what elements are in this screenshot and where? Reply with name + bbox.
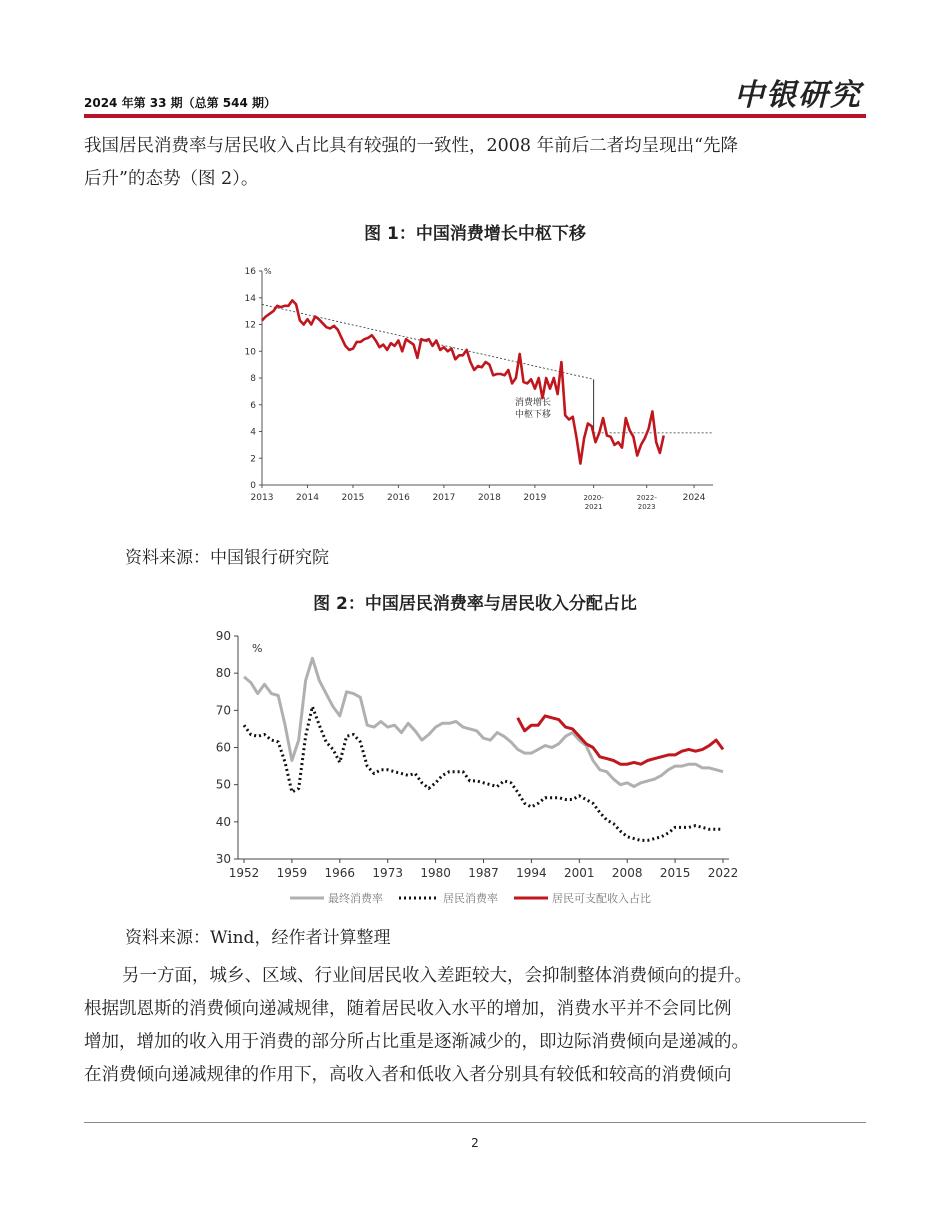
header-rule bbox=[84, 114, 866, 118]
paragraph-1-line-1: 我国居民消费率与居民收入占比具有较强的一致性，2008 年前后二者均呈现出“先降 bbox=[84, 136, 739, 156]
chart-2-legend bbox=[290, 890, 667, 906]
x-tick-label: 2024 bbox=[682, 493, 706, 503]
legend-label: 最终消费率 bbox=[328, 892, 383, 905]
legend-item-income-share bbox=[514, 890, 651, 906]
series-line-1 bbox=[244, 707, 723, 841]
y-tick-label: 60 bbox=[215, 740, 231, 755]
x-tick-label: 2019 bbox=[523, 493, 547, 503]
series-line-0 bbox=[244, 658, 723, 786]
x-tick-label: 1973 bbox=[372, 866, 403, 880]
x-tick-label: 2014 bbox=[296, 493, 319, 503]
paragraph-1 bbox=[84, 130, 874, 196]
paragraph-2-line-2: 根据凯恩斯的消费倾向递减规律，随着居民收入水平的增加，消费水平并不会同比例 bbox=[84, 999, 732, 1019]
x-tick-label: 2015 bbox=[341, 493, 365, 503]
paragraph-2 bbox=[84, 960, 874, 1092]
x-tick-label: 2008 bbox=[611, 866, 643, 880]
y-tick-label: 4 bbox=[250, 427, 256, 438]
logo: 中银研究 bbox=[734, 78, 862, 113]
y-tick-label: 30 bbox=[215, 852, 231, 866]
legend-item-final-consumption bbox=[290, 890, 383, 906]
y-tick-label: 16 bbox=[244, 267, 256, 277]
x-tick-label: 2018 bbox=[477, 493, 501, 503]
x-tick-label: 1959 bbox=[276, 866, 308, 880]
y-tick-label: 2 bbox=[250, 454, 256, 465]
annotation: 消费增长中枢下移 bbox=[514, 397, 551, 420]
x-tick-label: 2015 bbox=[659, 866, 691, 880]
chart-2 bbox=[210, 628, 739, 888]
chart-1 bbox=[235, 255, 725, 535]
issue-label: 2024 年第 33 期（总第 544 期） bbox=[84, 96, 277, 110]
paragraph-2-line-1: 另一方面，城乡、区域、行业间居民收入差距较大，会抑制整体消费倾向的提升。 bbox=[122, 966, 752, 986]
paragraph-1-line-2: 后升”的态势（图 2）。 bbox=[84, 169, 259, 189]
series-line-consumption-growth bbox=[262, 300, 664, 463]
y-tick-label: 0 bbox=[250, 481, 256, 491]
x-tick-label: 2020-2021 bbox=[583, 494, 604, 511]
legend-label: 居民消费率 bbox=[443, 892, 498, 905]
y-tick-label: 14 bbox=[244, 293, 256, 304]
y-unit-label: % bbox=[264, 267, 272, 276]
y-unit-label: % bbox=[252, 642, 263, 655]
x-tick-label: 2001 bbox=[564, 866, 595, 880]
y-tick-label: 40 bbox=[215, 814, 231, 829]
y-tick-label: 70 bbox=[215, 703, 231, 718]
legend-label: 居民可支配收入占比 bbox=[552, 892, 651, 905]
page-number: 2 bbox=[471, 1136, 479, 1150]
x-tick-label: 2017 bbox=[432, 493, 456, 503]
y-tick-label: 90 bbox=[215, 629, 231, 643]
x-tick-label: 2013 bbox=[250, 493, 274, 503]
footer-rule bbox=[84, 1122, 866, 1123]
x-tick-label: 1987 bbox=[468, 866, 499, 880]
x-tick-label: 2022 bbox=[707, 866, 739, 880]
x-tick-label: 1994 bbox=[516, 866, 547, 880]
figure-2-title: 图 2：中国居民消费率与居民收入分配占比 bbox=[313, 594, 637, 614]
y-tick-label: 80 bbox=[215, 666, 231, 681]
x-tick-label: 1966 bbox=[324, 866, 356, 880]
y-tick-label: 12 bbox=[244, 320, 256, 331]
y-tick-label: 6 bbox=[250, 400, 256, 411]
x-tick-label: 2022-2023 bbox=[636, 494, 657, 511]
figure-1-title: 图 1：中国消费增长中枢下移 bbox=[364, 224, 586, 244]
paragraph-2-line-4: 在消费倾向递减规律的作用下，高收入者和低收入者分别具有较低和较高的消费倾向 bbox=[84, 1065, 732, 1085]
legend-item-household-consumption bbox=[399, 890, 498, 906]
paragraph-2-line-3: 增加，增加的收入用于消费的部分所占比重是逐渐减少的，即边际消费倾向是递减的。 bbox=[84, 1032, 749, 1052]
y-tick-label: 50 bbox=[215, 777, 231, 792]
x-tick-label: 2016 bbox=[386, 493, 410, 503]
figure-2-source: 资料来源：Wind，经作者计算整理 bbox=[125, 928, 391, 948]
x-tick-label: 1980 bbox=[420, 866, 451, 880]
y-tick-label: 10 bbox=[244, 347, 256, 358]
series-line-2 bbox=[518, 716, 723, 764]
figure-1-source: 资料来源：中国银行研究院 bbox=[125, 548, 329, 568]
y-tick-label: 8 bbox=[250, 374, 256, 384]
x-tick-label: 1952 bbox=[228, 866, 260, 880]
trend-line-before bbox=[262, 304, 594, 379]
